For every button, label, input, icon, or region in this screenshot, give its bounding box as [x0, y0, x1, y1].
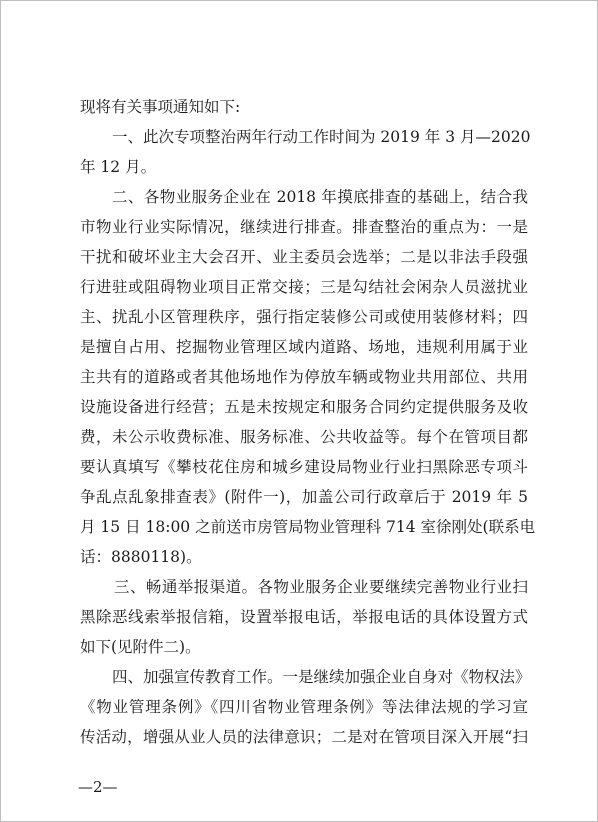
text-line: 主、扰乱小区管理秩序，强行指定装修公司或使用装修材料；四 [80, 308, 528, 326]
text-line: 如下(见附件二)。 [80, 638, 201, 656]
text-line: 主共有的道路或者其他场地作为停放车辆或物业共用部位、共用 [80, 368, 528, 386]
text-line: 年 12 月。 [80, 158, 157, 176]
text-line: 四、加强宣传教育工作。一是继续加强企业自身对《物权法》 [112, 668, 531, 686]
text-line: 话：8880118)。 [80, 548, 202, 566]
text-line: 市物业行业实际情况，继续进行排查。排查整治的重点为：一是 [80, 218, 528, 236]
text-line: 干扰和破坏业主大会召开、业主委员会选举；二是以非法手段强 [80, 248, 528, 266]
text-line: 费，未公示收费标准、服务标准、公共收益等。每个在管项目都 [80, 428, 528, 446]
text-line: 《物业管理条例》《四川省物业管理条例》等法律法规的学习宣 [80, 698, 528, 716]
text-line: 是擅自占用、挖掘物业管理区域内道路、场地，违规利用属于业 [80, 338, 528, 356]
text-line: 月 15 日 18:00 之前送市房管局物业管理科 714 室徐刚处(联系电 [80, 518, 536, 536]
text-line: 二、各物业服务企业在 2018 年摸底排查的基础上，结合我 [112, 188, 528, 206]
text-line: 行进驻或阻碍物业项目正常交接；三是勾结社会闲杂人员滋扰业 [80, 278, 528, 296]
text-line: 设施设备进行经营；五是未按规定和服务合同约定提供服务及收 [80, 398, 528, 416]
text-line: 传活动，增强从业人员的法律意识；二是对在管项目深入开展“扫 [80, 728, 528, 746]
text-line: 黑除恶线索举报信箱，设置举报电话，举报电话的具体设置方式 [80, 608, 528, 626]
text-line: 一、此次专项整治两年行动工作时间为 2019 年 3 月—2020 [112, 128, 531, 146]
document-body [80, 92, 536, 752]
text-line: 现将有关事项通知如下: [80, 98, 241, 116]
page-number: —2— [78, 778, 118, 796]
text-line: 争乱点乱象排查表》(附件一)，加盖公司行政章后于 2019 年 5 [80, 488, 528, 506]
text-line: 三、畅通举报渠道。各物业服务企业要继续完善物业行业扫 [114, 578, 528, 596]
text-line: 要认真填写《攀枝花住房和城乡建设局物业行业扫黑除恶专项斗 [80, 458, 528, 476]
